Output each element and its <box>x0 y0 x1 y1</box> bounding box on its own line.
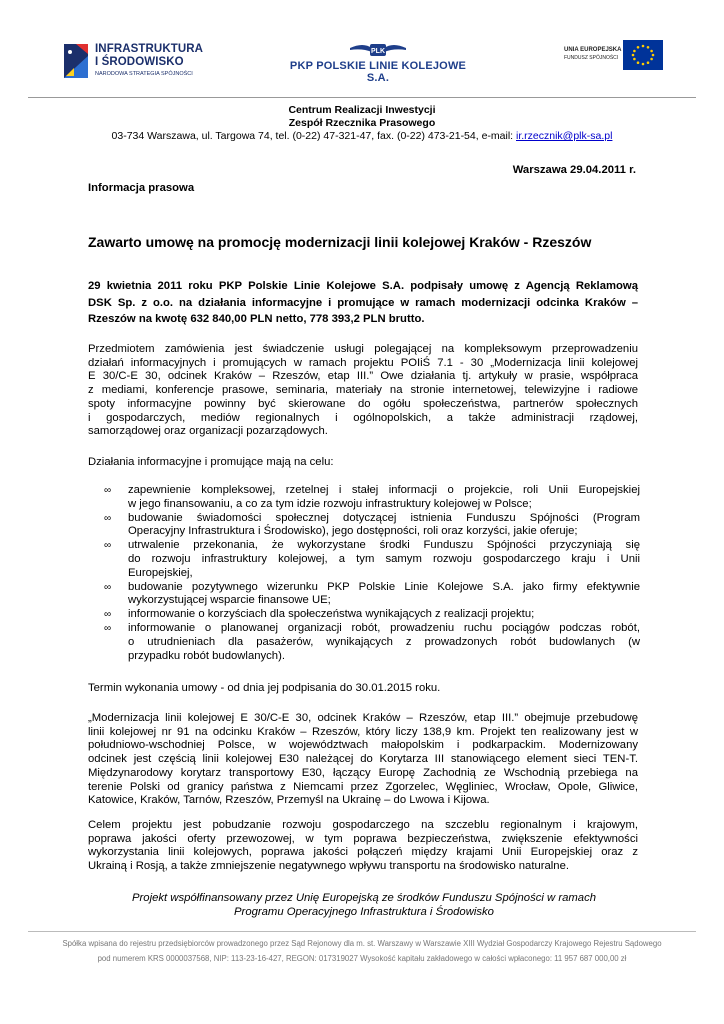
infrastruktura-srodowisko-logo <box>62 38 202 86</box>
email-link[interactable]: ir.rzecznik@plk-sa.pl <box>516 130 613 142</box>
lead-line: 29 kwietnia 2011 roku PKP Polskie Linie Kolejowe S.A. podpisały umowę z Agencją Reklamową <box>88 280 638 292</box>
para4-line: odcinek jest częścią linii kolejowej E30 należącej do Korytarza III stanowiącego element sieci TEN-T. <box>88 753 638 766</box>
body-paragraph-5 <box>88 819 638 874</box>
para4-line: Katowice, Kraków, Tarnów, Rzeszów, Przemyśl na Ukrainę – do Lwowa i Kijowa. <box>88 794 490 807</box>
plk-winged-emblem-icon <box>348 40 408 60</box>
bullet-line: utrwalenie przekonania, że wykorzystane środki Funduszu Spójności przyczyniają się <box>128 539 640 552</box>
footer-line2: pod numerem KRS 0000037568, NIP: 113-23-16-427, REGON: 017319027 Wysokość kapitału zakładowego w całości wpłaconego: 11 957 687 000,00 zł <box>97 954 627 963</box>
doc-type: Informacja prasowa <box>88 182 195 194</box>
list-item <box>88 581 640 609</box>
bullet-icon: ∞ <box>104 581 112 593</box>
bullet-line: przypadku robót budowlanych). <box>128 649 285 662</box>
cofinance-note <box>88 892 640 920</box>
para1-line: E 30/C-E 30, odcinek Kraków – Rzeszów, etap III.” Owe działania tj. artykuły w prasie, współpraca <box>88 370 638 383</box>
bullet-line: budowanie pozytywnego wizerunku PKP Polskie Linie Kolejowe S.A. jako firmy efektywnie <box>128 580 640 593</box>
list-item <box>88 484 640 512</box>
bullet-line: Operacyjny Infrastruktura i Środowisko), jego dostępności, roli oraz korzyści, jakie oferuje; <box>128 525 578 538</box>
bullet-line: w jego finansowaniu, a co za tym idzie rozwoju infrastruktury kolejowej w Polsce; <box>128 497 532 510</box>
para1-line: działań informacyjnych i promujących w ramach projektu POIiŚ 7.1 - 30 „Modernizacja linii kolejowej <box>88 356 638 369</box>
lead-paragraph <box>88 278 638 328</box>
eu-logo-line1: UNIA EUROPEJSKA <box>564 47 622 53</box>
para4-line: „Modernizacja linii kolejowej E 30/C-E 30, odcinek Kraków – Rzeszów, etap III.” obejmuje przebudowę <box>88 712 638 724</box>
para5-line: Celem projektu jest pobudzanie rozwoju gospodarczego na szczeblu regionalnym i krajowym, <box>88 819 638 831</box>
logo-left-line2: I ŚRODOWISKO <box>95 56 184 68</box>
page-title: Zawarto umowę na promocję modernizacji linii kolejowej Kraków - Rzeszów <box>88 234 592 250</box>
bullet-line: do rozwoju infrastruktury kolejowej, a tym samym rozwoju gospodarczego kraju i Unii <box>128 552 640 565</box>
para4-line: Międzynarodowy korytarz transportowy E30, łączący Europę Zachodnią ze Wschodnią przebiega na <box>88 766 638 779</box>
list-item <box>88 622 640 663</box>
bullet-icon: ∞ <box>104 622 112 634</box>
para1-line: spoty informacyjne powinny być skierowane do ogółu społeczeństwa, partnerów społecznych <box>88 397 638 410</box>
eu-logo <box>556 40 666 74</box>
logo-left-line1: INFRASTRUKTURA <box>95 43 204 55</box>
cofinance-line: Programu Operacyjnego Infrastruktura i Środowisko <box>234 905 494 918</box>
contact-address <box>0 130 724 142</box>
para1-line: Przedmiotem zamówienia jest świadczenie usługi polegającej na kompleksowym przeprowadzeniu <box>88 343 638 355</box>
header-divider <box>28 97 696 98</box>
list-item <box>88 539 640 580</box>
para5-line: Ukrainą i Rosją, a także zmniejszenie negatywnego wpływu transportu na środowisko naturalne. <box>88 860 569 873</box>
logo-left-line3: NARODOWA STRATEGIA SPÓJNOŚCI <box>95 71 193 77</box>
contact-line2: Zespół Rzecznika Prasowego <box>288 117 436 129</box>
lead-line: DSK Sp. z o.o. na działania informacyjne i promujące w ramach modernizacji odcinka Kraków – <box>88 296 638 309</box>
body-paragraph-4 <box>88 712 638 808</box>
para4-line: terenie Polski od granicy państwa z Niemcami przez Zgorzelec, Węgliniec, Wrocław, Opole, Gliwice, <box>88 780 638 793</box>
para5-line: poprawa jakości oferty przewozowej, w tym poprawa bezpieczeństwa, zwiększenie efektywności <box>88 832 638 845</box>
bullet-icon: ∞ <box>104 485 112 496</box>
para1-line: i gospodarczych, mediów regionalnych i ogólnopolskich, a także administracji rządowej, <box>88 411 638 424</box>
contact-line1: Centrum Realizacji Inwestycji <box>288 104 436 116</box>
infrastruktura-emblem-icon <box>62 38 92 82</box>
body-paragraph-1 <box>88 343 638 439</box>
plk-badge-text: PLK <box>371 48 385 55</box>
eu-flag-icon <box>623 40 663 70</box>
lead-line: Rzeszów na kwotę 632 840,00 PLN netto, 778 393,2 PLN brutto. <box>88 313 425 325</box>
footer-line1: Spółka wpisana do rejestru przedsiębiorców prowadzonego przez Sąd Rejonowy dla m. st. Warszawy w Warszawie XIII Wydział Gospodarczy Krajowego Rejestru Sądowego <box>62 939 662 948</box>
para4-line: linii kolejowej nr 91 na odcinku Kraków – Rzeszów, który liczy 138,9 km. Projekt ten realizowany jest w <box>88 725 638 738</box>
bullet-line: informowanie o korzyściach dla społeczeństwa wynikających z realizacji projektu; <box>128 608 535 621</box>
bullet-line: wykorzystującej wsparcie finansowe UE; <box>128 594 331 607</box>
eu-logo-line2: FUNDUSZ SPÓJNOŚCI <box>564 55 619 61</box>
press-date: Warszawa 29.04.2011 r. <box>512 164 636 176</box>
list-item <box>88 512 640 540</box>
bullet-icon: ∞ <box>104 512 112 524</box>
bullet-icon: ∞ <box>104 540 112 552</box>
para1-line: samorządowej oraz organizacji pozarządowych. <box>88 425 328 438</box>
para1-line: z mediami, konferencje prasowe, seminaria, materiały na stronie internetowej, telewizyjne i radiowe <box>88 384 638 397</box>
list-item <box>88 608 640 622</box>
plk-logo <box>283 40 473 84</box>
bullet-line: zapewnienie kompleksowej, rzetelnej i stałej informacji o projekcie, roli Unii Europejskiej <box>128 484 640 496</box>
bullet-line: informowanie o planowanej organizacji robót, prowadzeniu ruchu pociągów podczas robót, <box>128 621 640 634</box>
cofinance-line: Projekt współfinansowany przez Unię Europejską ze środków Funduszu Spójności w ramach <box>131 892 597 904</box>
goals-list <box>88 484 640 663</box>
body-paragraph-2: Działania informacyjne i promujące mają na celu: <box>88 456 334 468</box>
plk-logo-text: PKP POLSKIE LINIE KOLEJOWE S.A. <box>289 60 467 84</box>
bullet-line: o utrudnieniach dla pasażerów, wynikających z prowadzonych robót budowlanych (w <box>128 635 640 648</box>
para5-line: wykorzystania linii kolejowych, poprawa jakości połączeń między krajami Unii Europejskiej oraz z <box>88 846 638 859</box>
bullet-icon: ∞ <box>104 609 112 621</box>
bullet-line: Europejskiej, <box>128 566 193 579</box>
footer-divider <box>28 931 696 932</box>
para4-line: południowo-wschodniej Polsce, w województwach małopolskim i podkarpackim. Modernizowany <box>88 739 638 752</box>
body-paragraph-3: Termin wykonania umowy - od dnia jej podpisania do 30.01.2015 roku. <box>88 682 441 694</box>
bullet-line: budowanie świadomości społecznej dotyczącej istnienia Funduszu Spójności (Program <box>128 511 640 524</box>
contact-address-text: 03-734 Warszawa, ul. Targowa 74, tel. (0-22) 47-321-47, fax. (0-22) 473-21-54, e-mail: <box>111 130 516 142</box>
